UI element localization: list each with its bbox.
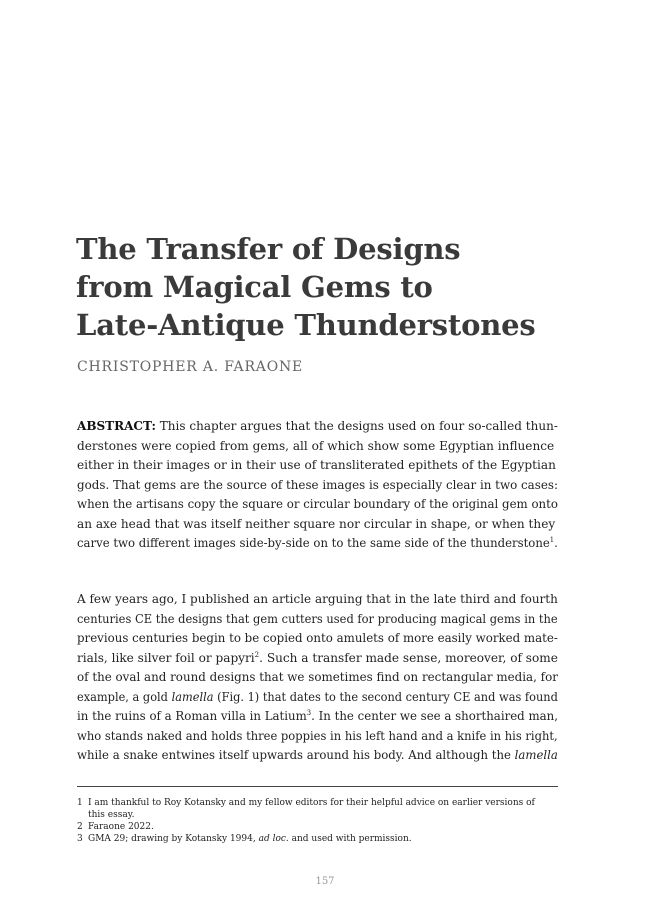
abstract-text: This chapter argues that the designs used on four so-called thun- — [155, 419, 558, 433]
body-text: rials, like silver foil or papyri — [77, 650, 255, 665]
body-paragraph — [77, 590, 558, 766]
abstract-line: an axe head that was itself neither square nor circular in shape, or when they — [77, 516, 556, 531]
footnote-ref[interactable]: 3 — [306, 709, 312, 717]
footnote-text: I am thankful to Roy Kotansky and my fellow editors for their helpful advice on earlier versions of — [88, 798, 535, 808]
footnote-number: 2 — [77, 822, 83, 832]
page-number: 157 — [315, 876, 335, 887]
footnote-text-part: GMA 29; drawing by Kotansky 1994, — [88, 834, 259, 844]
footnote — [77, 797, 558, 821]
title-line: The Transfer of Designs — [76, 232, 461, 266]
footnote — [77, 821, 558, 833]
abstract-line: when the artisans copy the square or circular boundary of the original gem onto — [77, 497, 558, 511]
body-line: of the oval and round designs that we sometimes find on rectangular media, for — [77, 670, 558, 684]
body-text: in the ruins of a Roman villa in Latium — [77, 709, 307, 723]
footnote-divider — [77, 786, 558, 787]
italic-term: lamella — [514, 748, 558, 762]
footnote-text: this essay. — [88, 810, 135, 820]
body-line — [77, 688, 558, 708]
body-line: who stands naked and holds three poppies in his left hand and a knife in his right, — [77, 728, 558, 743]
italic-term: ad loc. — [258, 834, 289, 844]
body-text: . In the center we see a shorthaired man, — [311, 709, 558, 723]
abstract-line: gods. That gems are the source of these images is especially clear in two cases: — [77, 477, 558, 492]
footnotes — [77, 797, 558, 845]
abstract-label: ABSTRACT: — [77, 419, 156, 433]
footnote-number: 1 — [77, 798, 83, 808]
author-name: CHRISTOPHER A. FARAONE — [77, 359, 304, 375]
abstract-line: either in their images or in their use of transliterated epithets of the Egyptian — [77, 458, 556, 472]
body-line: previous centuries begin to be copied onto amulets of more easily worked mate- — [77, 631, 558, 645]
abstract-text: . — [554, 536, 558, 550]
abstract-text: carve two different images side-by-side on to the same side of the thunderstone — [77, 536, 550, 550]
chapter-title — [76, 230, 596, 344]
body-line — [77, 746, 558, 766]
footnote-text-part: and used with permission. — [288, 834, 412, 844]
body-line — [77, 649, 558, 669]
body-text: (Fig. 1) that dates to the second century CE and was found — [213, 689, 558, 704]
italic-term: lamella — [171, 689, 214, 704]
body-text: . Such a transfer made sense, moreover, of some — [259, 650, 558, 665]
footnote-ref[interactable]: 2 — [254, 650, 260, 659]
body-text: while a snake entwines itself upwards around his body. And although the — [77, 748, 515, 762]
body-text: example, a gold — [77, 689, 172, 704]
body-line: A few years ago, I published an article arguing that in the late third and fourth — [77, 592, 558, 606]
footnote-text: Faraone 2022. — [88, 822, 154, 832]
footnote-text — [88, 833, 558, 845]
abstract-line — [77, 534, 558, 554]
title-line: Late-Antique Thunderstones — [76, 308, 536, 342]
abstract-line — [77, 417, 558, 437]
title-line: from Magical Gems to — [76, 270, 433, 304]
body-line — [77, 707, 558, 727]
body-line: centuries CE the designs that gem cutters used for producing magical gems in the — [77, 611, 558, 626]
abstract-line: derstones were copied from gems, all of which show some Egyptian influence — [77, 438, 555, 453]
footnote-ref[interactable]: 1 — [549, 536, 555, 544]
footnote — [77, 833, 558, 845]
footnote-number: 3 — [77, 834, 83, 844]
abstract — [77, 417, 558, 554]
